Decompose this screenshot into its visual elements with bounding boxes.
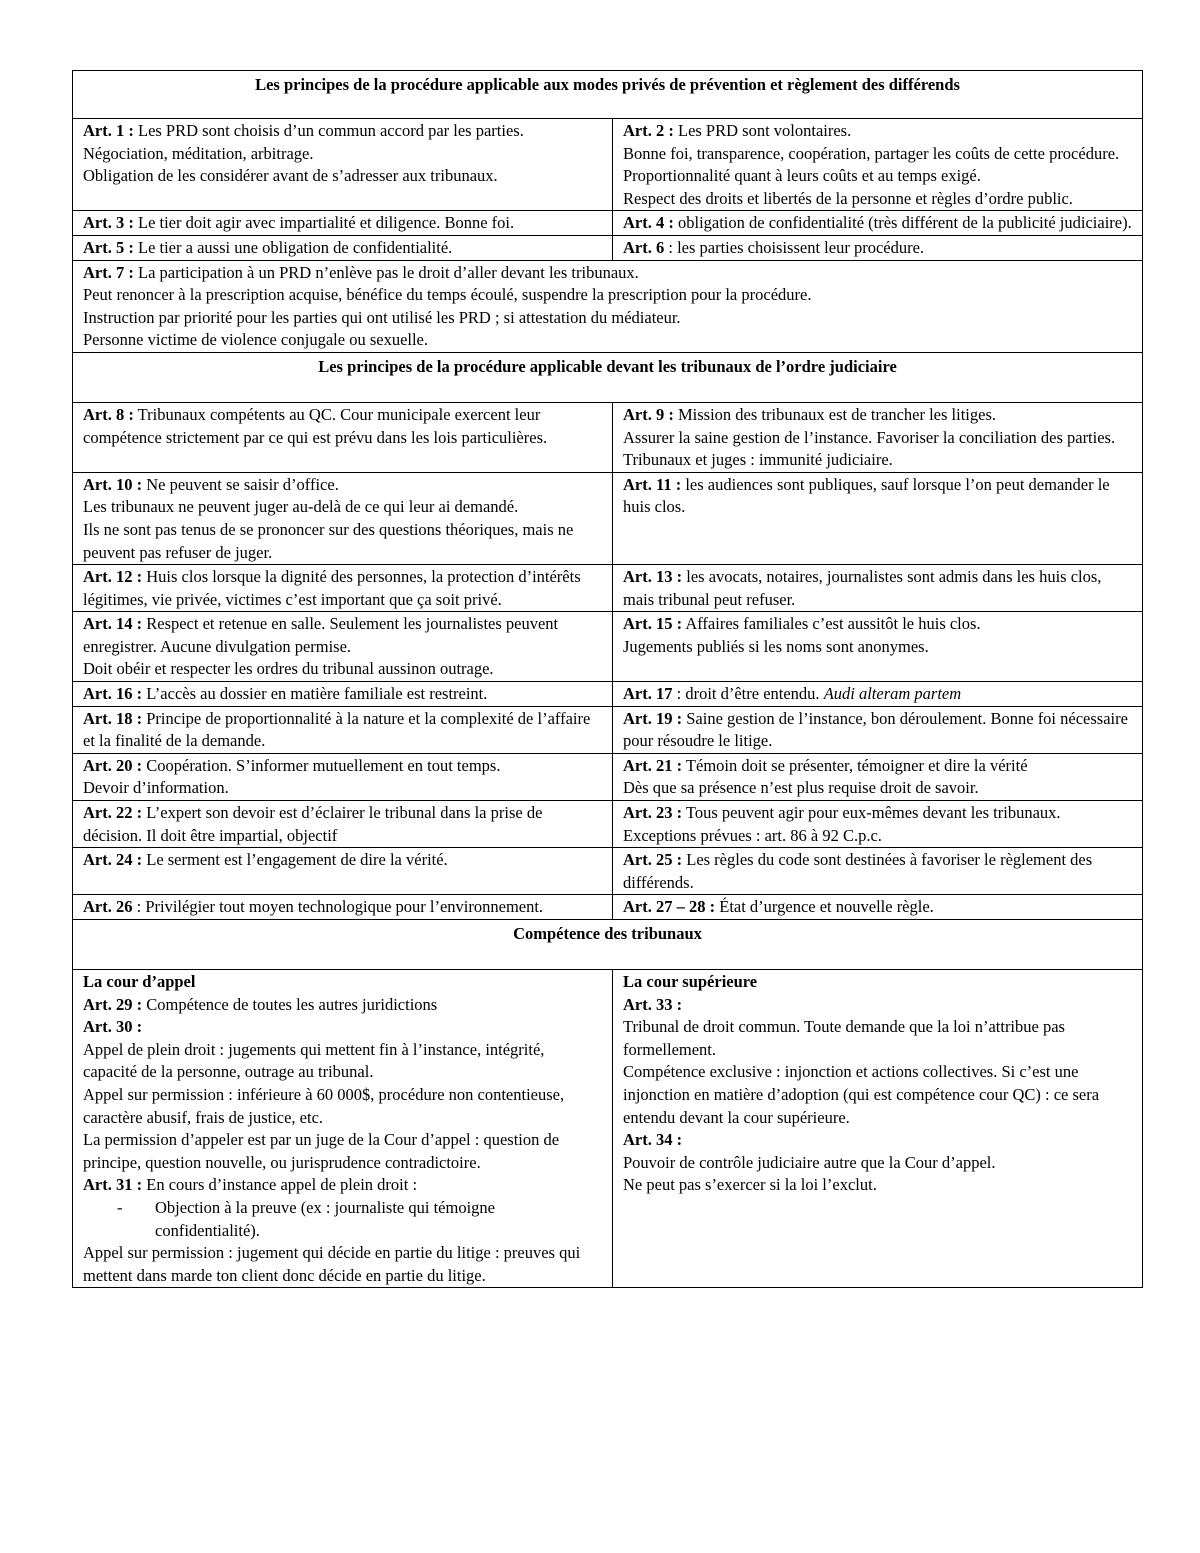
art-label: Art. 30 : (83, 1017, 143, 1037)
art-label: Art. 19 : (623, 708, 683, 728)
table-row (73, 848, 1143, 895)
table-row (73, 970, 1143, 1288)
art-15-cell: Art. 15 : Affaires familiales c’est aussitôt le huis clos. Jugements publiés si les noms sont anonymes. (613, 612, 1143, 682)
bullet-dash: - (117, 1197, 123, 1217)
art-25-cell: Art. 25 : Les règles du code sont destinées à favoriser le règlement des différends. (613, 848, 1143, 895)
art-label: Art. 22 : (83, 803, 143, 823)
art-21-cell: Art. 21 : Témoin doit se présenter, témoigner et dire la vérité Dès que sa présence n’est plus requise droit de savoir. (613, 753, 1143, 800)
art-14-cell: Art. 14 : Respect et retenue en salle. Seulement les journalistes peuvent enregistrer. Aucune divulgation permise. Doit obéir et respecter les ordres du tribunal aussinon outrage. (73, 612, 613, 682)
art-24-cell: Art. 24 : Le serment est l’engagement de dire la vérité. (73, 848, 613, 895)
art-label: Art. 9 : (623, 404, 674, 424)
table-row (73, 565, 1143, 612)
art-label: Art. 3 : (83, 213, 134, 233)
art-label: Art. 31 : (83, 1175, 143, 1195)
art-label: Art. 15 : (623, 614, 683, 634)
art-label: Art. 34 : (623, 1130, 683, 1150)
table-row (73, 706, 1143, 753)
art-22-cell: Art. 22 : L’expert son devoir est d’éclairer le tribunal dans la prise de décision. Il doit être impartial, objectif (73, 801, 613, 848)
section2-title: Les principes de la procédure applicable devant les tribunaux de l’ordre judiciaire (73, 352, 1143, 402)
list-item: - Objection à la preuve (ex : journaliste qui témoigne confidentialité). (117, 1197, 495, 1240)
art-label: Art. 11 : (623, 474, 682, 494)
section1-title: Les principes de la procédure applicable aux modes privés de prévention et règlement des différends (73, 71, 1143, 119)
art-label: Art. 2 : (623, 121, 674, 140)
table-row (73, 801, 1143, 848)
art-label: Art. 17 (623, 684, 673, 704)
table-row (73, 895, 1143, 920)
art-label: Art. 25 : (623, 850, 683, 870)
art-5-cell: Art. 5 : Le tier a aussi une obligation de confidentialité. (73, 235, 613, 260)
art-label: Art. 14 : (83, 614, 143, 634)
art-label: Art. 6 (623, 237, 665, 257)
court-heading: La cour supérieure (623, 972, 758, 991)
art-label: Art. 7 : (83, 262, 134, 282)
summary-table (72, 70, 1143, 1288)
art-label: Art. 18 : (83, 708, 143, 728)
art-label: Art. 4 : (623, 213, 674, 233)
art-label: Art. 33 : (623, 994, 683, 1014)
section1-header-row (73, 71, 1143, 119)
court-heading: La cour d’appel (83, 972, 196, 991)
cour-superieure-cell: La cour supérieure Art. 33 : Tribunal de droit commun. Toute demande que la loi n’attribue pas formellement. Compétence exclusive : injonction et actions collectives. Si c’est une injonction en matière d’adoption (qui est compétence cour QC) : ce sera entendu devant la cour supérieure. Art. 34 : Pouvoir de contrôle judiciaire autre que la Cour d’appel. Ne peut pas s’exercer si la loi l’exclut. (613, 970, 1143, 1288)
art-label: Art. 23 : (623, 803, 683, 823)
art-label: Art. 20 : (83, 755, 143, 775)
art-23-cell: Art. 23 : Tous peuvent agir pour eux-mêmes devant les tribunaux. Exceptions prévues : art. 86 à 92 C.p.c. (613, 801, 1143, 848)
section3-header-row (73, 920, 1143, 970)
art-12-cell: Art. 12 : Huis clos lorsque la dignité des personnes, la protection d’intérêts légitimes, vie privée, victimes c’est important que ça soit privé. (73, 565, 613, 612)
art-16-cell: Art. 16 : L’accès au dossier en matière familiale est restreint. (73, 682, 613, 707)
art-label: Art. 26 (83, 897, 133, 917)
art-7-cell: Art. 7 : La participation à un PRD n’enlève pas le droit d’aller devant les tribunaux. Peut renoncer à la prescription acquise, bénéfice du temps écoulé, suspendre la prescription pour la procédure. Instruction par priorité pour les parties qui ont utilisé les PRD ; si attestation du médiateur. Personne victime de violence conjugale ou sexuelle. (73, 260, 1143, 352)
art-17-cell: Art. 17 : droit d’être entendu. Audi alteram partem (613, 682, 1143, 707)
latin-maxim: Audi alteram partem (823, 684, 962, 704)
table-row (73, 753, 1143, 800)
table-row (73, 260, 1143, 352)
art-label: Art. 5 : (83, 237, 134, 257)
art-label: Art. 21 : (623, 755, 683, 775)
cour-appel-cell: La cour d’appel Art. 29 : Compétence de toutes les autres juridictions Art. 30 : Appel de plein droit : jugements qui mettent fin à l’instance, intégrité, capacité de la personne, outrage au tribunal. Appel sur permission : inférieure à 60 000$, procédure non contentieuse, caractère abusif, frais de justice, etc. La permission d’appeler est par un juge de la Cour d’appel : question de principe, question nouvelle, ou jurisprudence contradictoire. Art. 31 : En cours d’instance appel de plein droit : - Objection à la preuve (ex : journaliste qui témoigne confidentialité). Appel sur permission : jugement qui décide en partie du litige : preuves qui mettent dans marde ton client donc décide en partie du litige. (73, 970, 613, 1288)
section3-title: Compétence des tribunaux (73, 920, 1143, 970)
art-27-28-cell: Art. 27 – 28 : État d’urgence et nouvelle règle. (613, 895, 1143, 920)
art-label: Art. 12 : (83, 567, 143, 587)
art-11-cell: Art. 11 : les audiences sont publiques, sauf lorsque l’on peut demander le huis clos. (613, 472, 1143, 564)
table-row (73, 612, 1143, 682)
table-row (73, 119, 1143, 211)
table-row (73, 235, 1143, 260)
art-18-cell: Art. 18 : Principe de proportionnalité à la nature et la complexité de l’affaire et la finalité de la demande. (73, 706, 613, 753)
section2-header-row (73, 352, 1143, 402)
art-26-cell: Art. 26 : Privilégier tout moyen technologique pour l’environnement. (73, 895, 613, 920)
art-4-cell: Art. 4 : obligation de confidentialité (très différent de la publicité judiciaire). (613, 211, 1143, 236)
art-10-cell: Art. 10 : Ne peuvent se saisir d’office. Les tribunaux ne peuvent juger au-delà de ce qui leur ai demandé. Ils ne sont pas tenus de se prononcer sur des questions théoriques, mais ne peuvent pas refuser de juger. (73, 472, 613, 564)
art-label: Art. 13 : (623, 567, 683, 587)
art-1-cell: Art. 1 : Les PRD sont choisis d’un commun accord par les parties. Négociation, méditation, arbitrage. Obligation de les considérer avant de s’adresser aux tribunaux. (73, 119, 613, 211)
table-row (73, 402, 1143, 472)
art-19-cell: Art. 19 : Saine gestion de l’instance, bon déroulement. Bonne foi nécessaire pour résoudre le litige. (613, 706, 1143, 753)
art-9-cell: Art. 9 : Mission des tribunaux est de trancher les litiges. Assurer la saine gestion de l’instance. Favoriser la conciliation des parties. Tribunaux et juges : immunité judiciaire. (613, 402, 1143, 472)
art-13-cell: Art. 13 : les avocats, notaires, journalistes sont admis dans les huis clos, mais tribunal peut refuser. (613, 565, 1143, 612)
art-2-cell: Art. 2 : Les PRD sont volontaires. Bonne foi, transparence, coopération, partager les coûts de cette procédure. Proportionnalité quant à leurs coûts et au temps exigé. Respect des droits et libertés de la personne et règles d’ordre public. (613, 119, 1143, 211)
art-label: Art. 27 – 28 : (623, 897, 716, 917)
art-3-cell: Art. 3 : Le tier doit agir avec impartialité et diligence. Bonne foi. (73, 211, 613, 236)
art-8-cell: Art. 8 : Tribunaux compétents au QC. Cour municipale exercent leur compétence strictement par ce qui est prévu dans les lois particulières. (73, 402, 613, 472)
art-label: Art. 29 : (83, 994, 143, 1014)
art-label: Art. 10 : (83, 474, 143, 494)
art-6-cell: Art. 6 : les parties choisissent leur procédure. (613, 235, 1143, 260)
art-label: Art. 16 : (83, 684, 143, 704)
art-label: Art. 1 : (83, 121, 134, 140)
document-page (72, 70, 1142, 1288)
art-label: Art. 8 : (83, 404, 134, 424)
table-row (73, 211, 1143, 236)
art-label: Art. 24 : (83, 850, 143, 870)
table-row (73, 682, 1143, 707)
table-row (73, 472, 1143, 564)
art-20-cell: Art. 20 : Coopération. S’informer mutuellement en tout temps. Devoir d’information. (73, 753, 613, 800)
